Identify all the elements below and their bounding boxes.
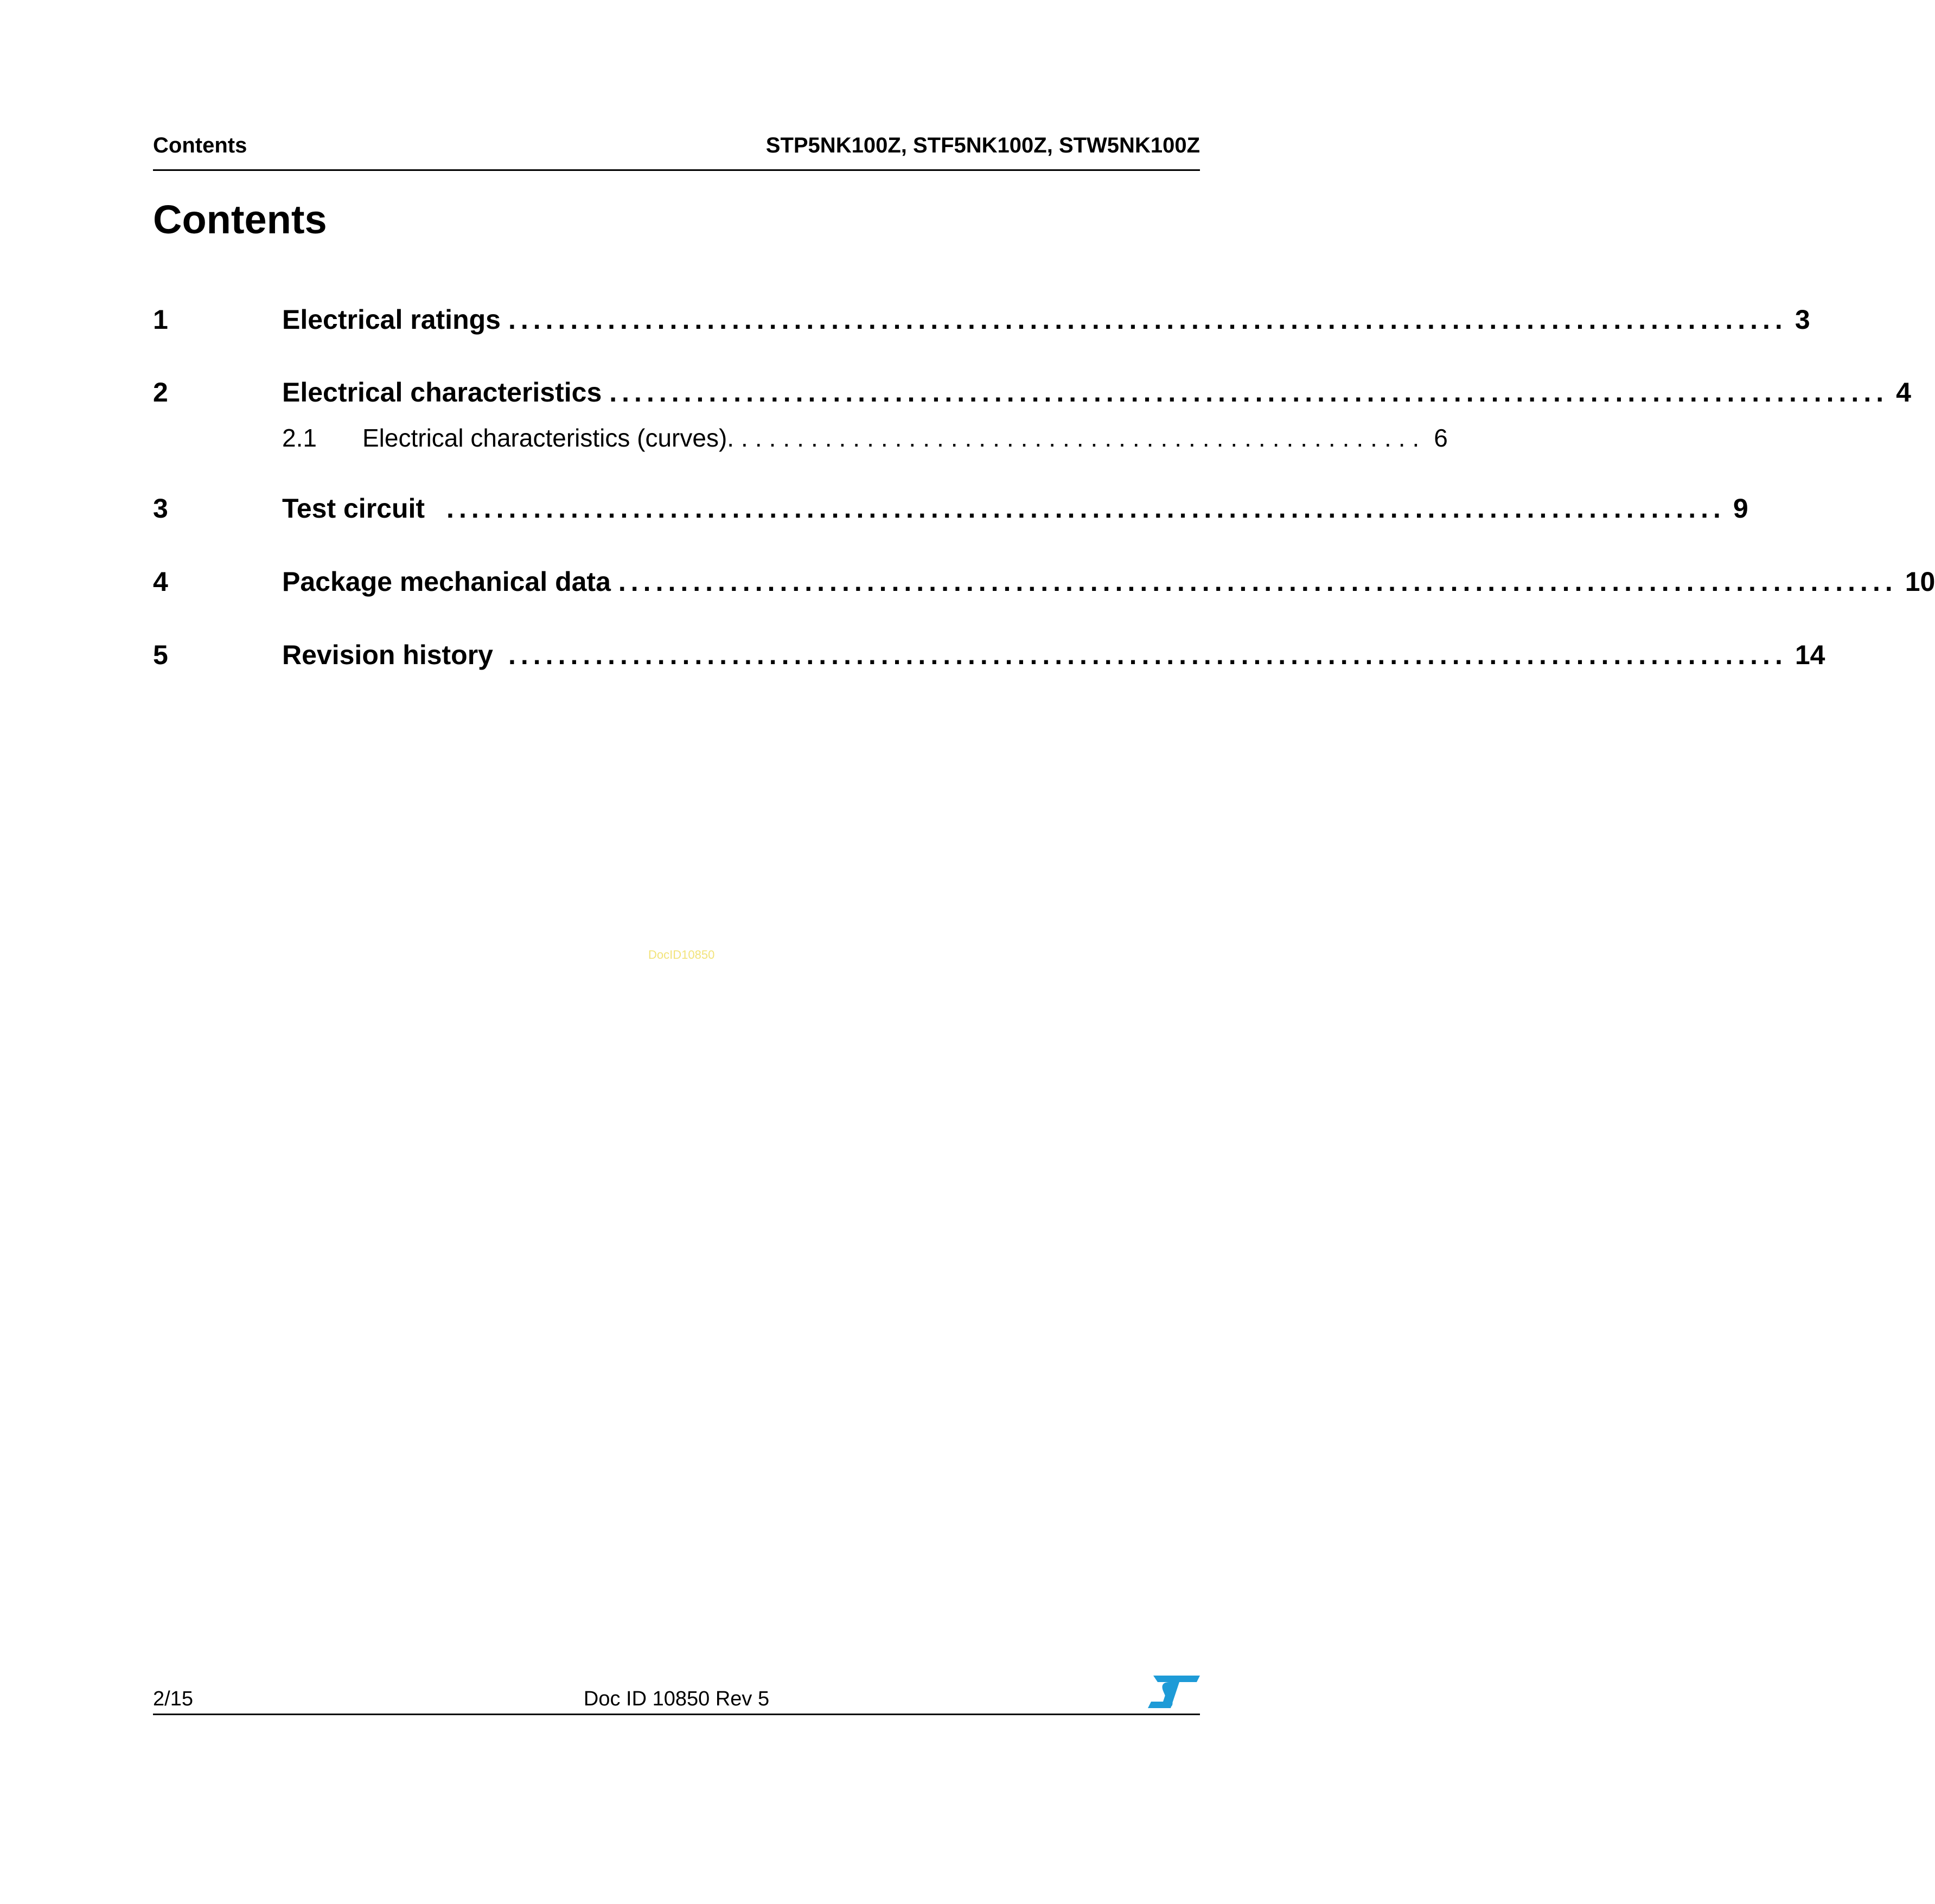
document-id: Doc ID 10850 Rev 5 [583, 1688, 770, 1710]
toc-entry-5[interactable] [153, 639, 1825, 677]
toc-number: 4 [153, 566, 168, 597]
toc-entry-4[interactable] [153, 566, 1935, 604]
toc-page[interactable]: 9 [1733, 493, 1748, 524]
toc-leader: ....................................................................................................... [446, 493, 1726, 524]
toc-label[interactable]: Package mechanical data [282, 566, 611, 597]
toc-label[interactable]: Electrical ratings [282, 304, 501, 335]
toc-label[interactable]: Electrical characteristics [282, 377, 602, 407]
toc-label[interactable]: Test circuit [282, 493, 425, 524]
toc-entry-1[interactable] [153, 304, 1810, 342]
toc-entry-2-1[interactable] [153, 423, 1448, 458]
page-number: 2/15 [153, 1688, 193, 1710]
toc-page[interactable]: 10 [1905, 566, 1935, 597]
toc-entry-2[interactable] [153, 377, 1911, 415]
toc-label[interactable]: Electrical characteristics (curves) [362, 424, 727, 452]
toc-leader: .................................................. [727, 424, 1427, 452]
toc-page[interactable]: 3 [1794, 304, 1810, 335]
toc-number: 2 [153, 377, 168, 407]
toc-leader: ....................................................................................................... [508, 304, 1787, 335]
toc-leader: ....................................................................................................... [609, 377, 1889, 407]
toc-number: 5 [153, 640, 168, 670]
toc-number: 3 [153, 493, 168, 524]
toc-label[interactable]: Revision history [282, 640, 493, 670]
toc-page[interactable]: 6 [1434, 424, 1448, 452]
page-title: Contents [153, 197, 327, 242]
page-header [153, 130, 1200, 171]
toc-leader: ....................................................................................................... [618, 566, 1898, 597]
page-footer [153, 1674, 1200, 1715]
toc-number: 2.1 [282, 424, 317, 452]
toc-page[interactable]: 4 [1896, 377, 1911, 407]
header-section: Contents [153, 133, 247, 157]
header-part-numbers: STP5NK100Z, STF5NK100Z, STW5NK100Z [765, 133, 1200, 157]
toc-entry-3[interactable] [153, 493, 1748, 531]
st-logo-icon [1148, 1674, 1200, 1709]
toc-number: 1 [153, 304, 168, 335]
watermark: DocID10850 [648, 948, 715, 961]
toc-leader: ....................................................................................................... [508, 640, 1787, 670]
toc-page[interactable]: 14 [1794, 640, 1825, 670]
